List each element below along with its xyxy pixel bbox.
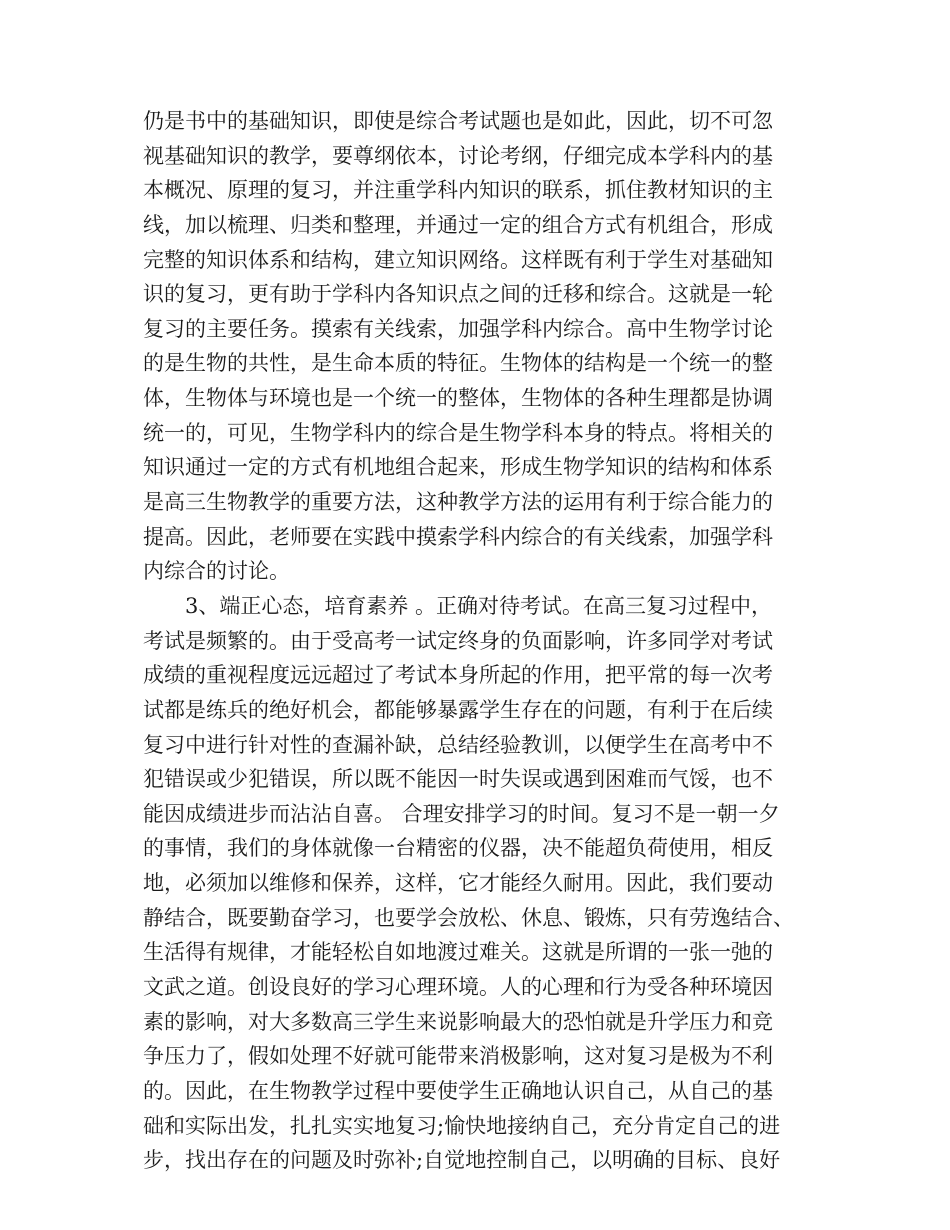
text-line: 内综合的讨论。 (143, 559, 290, 584)
text-line: 争压力了，假如处理不好就可能带来消极影响，这对复习是极为不利 (143, 1044, 773, 1069)
text-line: 生活得有规律，才能轻松自如地渡过难关。这就是所谓的一张一弛的 (143, 940, 773, 965)
text-line: 步，找出存在的问题及时弥补;自觉地控制自己，以明确的目标、良好 (143, 1148, 781, 1173)
text-line: 的。因此，在生物教学过程中要使学生正确地认识自己，从自己的基 (143, 1078, 773, 1103)
text-line: 体，生物体与环境也是一个统一的整体，生物体的各种生理都是协调 (143, 386, 773, 411)
text-line: 能因成绩进步而沾沾自喜。 合理安排学习的时间。复习不是一朝一夕 (143, 801, 780, 826)
text-line: 素的影响，对大多数高三学生来说影响最大的恐怕就是升学压力和竞 (143, 1009, 773, 1034)
text-line: 成绩的重视程度远远超过了考试本身所起的作用，把平常的每一次考 (143, 663, 773, 688)
text-line: 完整的知识体系和结构，建立知识网络。这样既有利于学生对基础知 (143, 247, 773, 272)
text-line: 仍是书中的基础知识，即使是综合考试题也是如此，因此，切不可忽 (143, 109, 773, 133)
text-line: 静结合，既要勤奋学习，也要学会放松、休息、锻炼，只有劳逸结合、 (143, 905, 794, 930)
text-line: 提高。因此，老师要在实践中摸索学科内综合的有关线索，加强学科 (143, 524, 773, 549)
text-line: 文武之道。创设良好的学习心理环境。人的心理和行为受各种环境因 (143, 975, 773, 1000)
text-line: 考试是频繁的。由于受高考一试定终身的负面影响，许多同学对考试 (143, 628, 773, 653)
text-line: 地，必须加以维修和保养，这样，它才能经久耐用。因此，我们要动 (143, 871, 773, 896)
text-line: 知识通过一定的方式有机地组合起来，形成生物学知识的结构和体系 (143, 455, 773, 480)
text-line: 线，加以梳理、归类和整理，并通过一定的组合方式有机组合，形成 (143, 212, 773, 237)
text-line: 本概况、原理的复习，并注重学科内知识的联系，抓住教材知识的主 (143, 178, 773, 203)
text-line: 统一的，可见，生物学科内的综合是生物学科本身的特点。将相关的 (143, 420, 773, 445)
text-line: 础和实际出发，扎扎实实地复习;愉快地接纳自己，充分肯定自己的进 (143, 1113, 781, 1138)
text-line: 复习中进行针对性的查漏补缺，总结经验教训，以便学生在高考中不 (143, 732, 773, 757)
text-line: 视基础知识的教学，要尊纲依本，讨论考纲，仔细完成本学科内的基 (143, 143, 773, 168)
text-line: 复习的主要任务。摸索有关线索，加强学科内综合。高中生物学讨论 (143, 316, 773, 341)
text-line: 试都是练兵的绝好机会，都能够暴露学生存在的问题，有利于在后续 (143, 697, 773, 722)
body-text (143, 104, 803, 1178)
section-heading-line: 3、端正心态，培育素养 。正确对待考试。在高三复习过程中， (185, 593, 773, 618)
text-line: 的是生物的共性，是生命本质的特征。生物体的结构是一个统一的整 (143, 351, 773, 376)
text-line: 的事情，我们的身体就像一台精密的仪器，决不能超负荷使用，相反 (143, 836, 773, 861)
text-line: 识的复习，更有助于学科内各知识点之间的迁移和综合。这就是一轮 (143, 282, 773, 307)
text-line: 犯错误或少犯错误，所以既不能因一时失误或遇到困难而气馁，也不 (143, 767, 773, 792)
text-line: 是高三生物教学的重要方法，这种教学方法的运用有利于综合能力的 (143, 490, 773, 515)
